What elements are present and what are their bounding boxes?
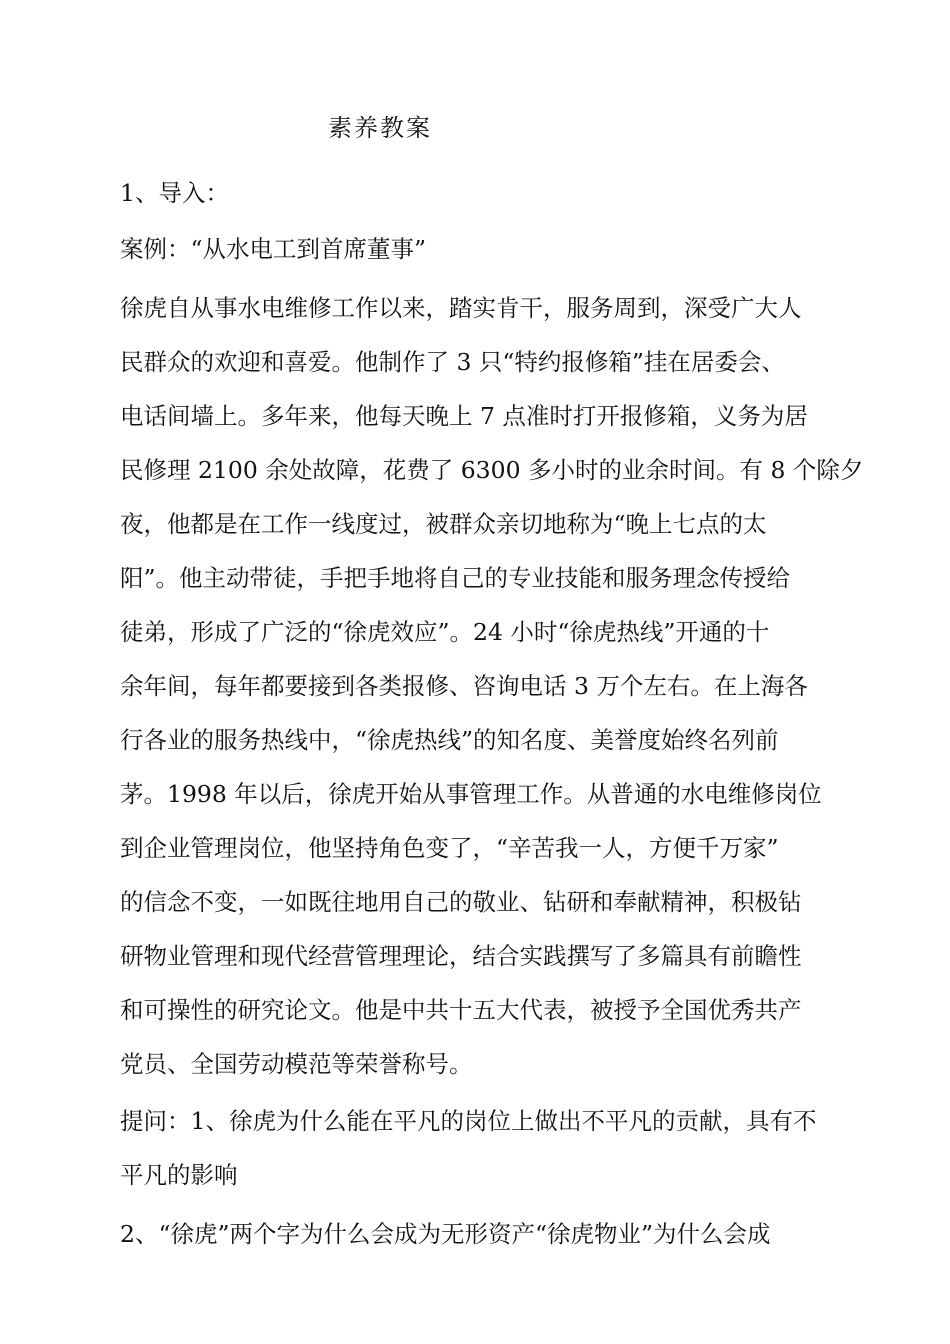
body-text-line: 余年间，每年都要接到各类报修、咨询电话 3 万个左右。在上海各 — [120, 672, 808, 700]
document-title: 素养教案 — [328, 114, 432, 142]
body-text-line: 电话间墙上。多年来，他每天晚上 7 点准时打开报修箱，义务为居 — [120, 402, 808, 430]
body-text-line: 的信念不变，一如既往地用自己的敬业、钻研和奉献精神，积极钻 — [120, 888, 802, 916]
body-text-line: 徒弟，形成了广泛的“徐虎效应”。24 小时“徐虎热线”开通的十 — [120, 618, 770, 646]
case-heading: 案例：“从水电工到首席董事” — [120, 235, 427, 263]
body-text-line: 民修理 2100 余处故障，花费了 6300 多小时的业余时间。有 8 个除夕 — [120, 456, 864, 484]
question-line: 平凡的影响 — [120, 1161, 238, 1189]
body-text-line: 和可操性的研究论文。他是中共十五大代表，被授予全国优秀共产 — [120, 996, 802, 1024]
body-text-line: 徐虎自从事水电维修工作以来，踏实肯干，服务周到，深受广大人 — [120, 294, 802, 322]
question-line: 提问：1、徐虎为什么能在平凡的岗位上做出不平凡的贡献，具有不 — [120, 1107, 817, 1135]
body-text-line: 党员、全国劳动模范等荣誉称号。 — [120, 1050, 473, 1078]
body-text-line: 行各业的服务热线中，“徐虎热线”的知名度、美誉度始终名列前 — [120, 726, 779, 754]
question-line: 2、“徐虎”两个字为什么会成为无形资产“徐虎物业”为什么会成 — [120, 1220, 771, 1248]
body-text-line: 到企业管理岗位，他坚持角色变了，“辛苦我一人，方便千万家” — [120, 834, 779, 862]
body-text-line: 夜，他都是在工作一线度过，被群众亲切地称为“晚上七点的太 — [120, 510, 767, 538]
body-text-line: 茅。1998 年以后，徐虎开始从事管理工作。从普通的水电维修岗位 — [120, 780, 822, 808]
section-heading-intro: 1、导入： — [120, 179, 229, 207]
body-text-line: 民群众的欢迎和喜爱。他制作了 3 只“特约报修箱”挂在居委会、 — [120, 348, 785, 376]
body-text-line: 研物业管理和现代经营管理理论，结合实践撰写了多篇具有前瞻性 — [120, 942, 802, 970]
body-text-line: 阳”。他主动带徒，手把手地将自己的专业技能和服务理念传授给 — [120, 564, 791, 592]
